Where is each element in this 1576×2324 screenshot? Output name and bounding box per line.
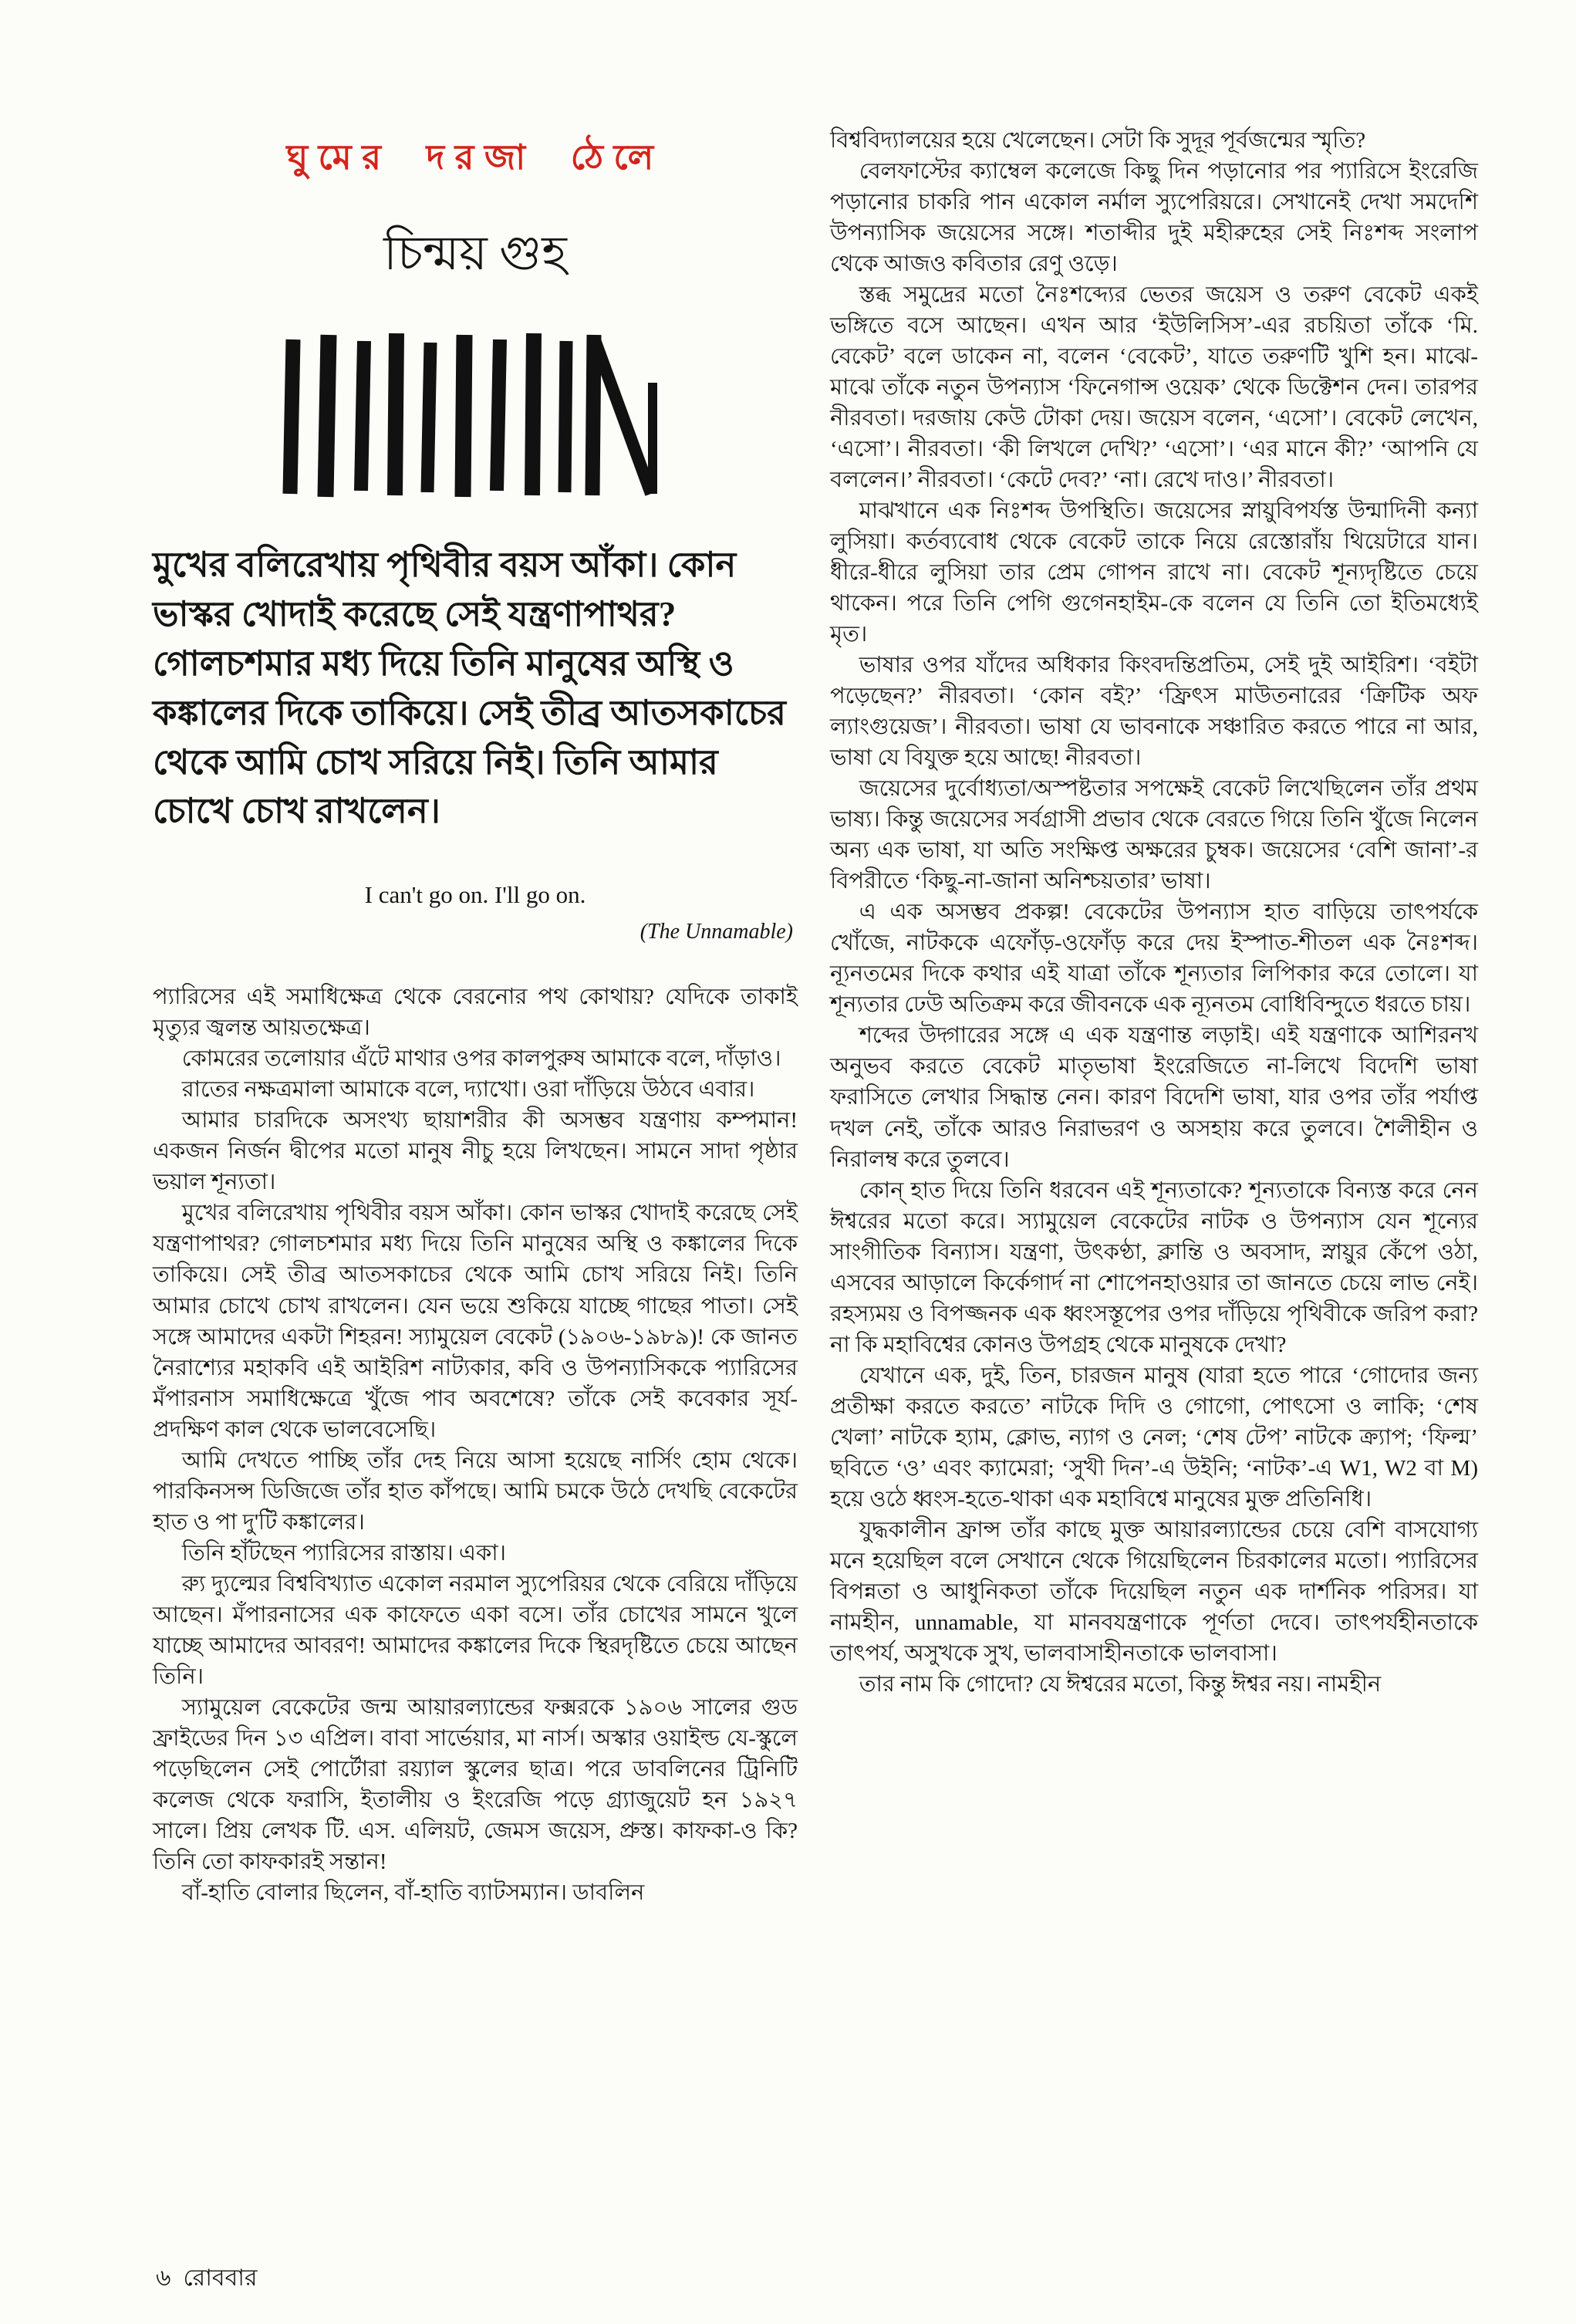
body-paragraph: মাঝখানে এক নিঃশব্দ উপস্থিতি। জয়েসের স্নায়ুবিপর্যস্ত উন্মাদিনী কন্যা লুসিয়া। কর্তব্যবোধ থেকে বেকেট তাকে নিয়ে রেস্তোরাঁয় থিয়েটারে যান। ধীরে-ধীরে লুসিয়া তার প্রেম গোপন রাখে না। বেকেট শূন্যদৃষ্টিতে চেয়ে থাকেন। পরে তিনি পেগি গুগেনহাইম-কে বলেন যে তিনি তো ইতিমধ্যেই মৃত।: [830, 498, 1478, 647]
body-paragraph: জয়েসের দুর্বোধ্যতা/অস্পষ্টতার সপক্ষেই বেকেট লিখেছিলেন তাঁর প্রথম ভাষ্য। কিন্তু জয়েসের সর্বগ্রাসী প্রভাব থেকে বেরতে গিয়ে তিনি খুঁজে নিলেন অন্য এক ভাষা, যা অতি সংক্ষিপ্ত অক্ষরের চুম্বক। জয়েসের ‘বেশি জানা’-র বিপরীতে ‘কিছু-না-জানা অনিশ্চয়তার’ ভাষা।: [830, 776, 1478, 894]
body-paragraph: আমার চারদিকে অসংখ্য ছায়াশরীর কী অসম্ভব যন্ত্রণায় কম্পমান! একজন নির্জন দ্বীপের মতো মানুষ নীচু হয়ে লিখছেন। সামনে সাদা পৃষ্ঠার ভয়াল শূন্যতা।: [153, 1108, 798, 1195]
body-paragraph: কোমরের তলোয়ার এঁটে মাথার ওপর কালপুরুষ আমাকে বলে, দাঁড়াও।: [181, 1046, 781, 1072]
footer: [156, 2259, 258, 2299]
body-paragraph: বাঁ-হাতি বোলার ছিলেন, বাঁ-হাতি ব্যাটসম্যান। ডাবলিন: [181, 1880, 645, 1905]
body-paragraph: তার নাম কি গোদো? যে ঈশ্বরের মতো, কিন্তু ঈশ্বর নয়। নামহীন: [859, 1671, 1382, 1697]
author-name: চিন্ময় গুহ: [383, 228, 567, 280]
body-paragraph: যেখানে এক, দুই, তিন, চারজন মানুষ (যারা হতে পারে ‘গোদোর জন্য প্রতীক্ষা করতে করতে’ নাটকে দিদি ও গোগো, পোৎসো ও লাকি; ‘শেষ খেলা’ নাটকে হ্যাম, ক্লোভ, ন্যাগ ও নেল; ‘শেষ টেপ’ নাটকে ক্র্যাপ; ‘ফিল্ম’ ছবিতে ‘ও’ এবং ক্যামেরা; ‘সুখী দিন’-এ উইনি; ‘নাটক’-এ W1, W2 বা M) হয়ে ওঠে ধ্বংস-হতে-থাকা এক মহাবিশ্বে মানুষের মুক্ত প্রতিনিধি।: [830, 1363, 1478, 1512]
ink-strokes-icon: [275, 329, 676, 505]
article-right-column: [830, 125, 1478, 1700]
body-paragraph: যুদ্ধকালীন ফ্রান্স তাঁর কাছে মুক্ত আয়ারল্যান্ডের চেয়ে বেশি বাসযোগ্য মনে হয়েছিল বলে সেখানে থেকে গিয়েছিলেন চিরকালের মতো। প্যারিসের বিপন্নতা ও আধুনিকতা তাঁকে দিয়েছিল নতুন এক দার্শনিক পরিসর। যা নামহীন, unnamable, যা মানবযন্ত্রণাকে পূর্ণতা দেবে। তাৎপর্যহীনতাকে তাৎপর্য, অসুখকে সুখ, ভালবাসাহীনতাকে ভালবাসা।: [830, 1517, 1478, 1666]
body-paragraph: ভাষার ওপর যাঁদের অধিকার কিংবদন্তিপ্রতিম, সেই দুই আইরিশ। ‘বইটা পড়েছেন?’ নীরবতা। ‘কোন বই?’ ‘ফ্রিৎস মাউতনারের ‘ক্রিটিক অফ ল্যাংগুয়েজ’। নীরবতা। ভাষা যে ভাবনাকে সঞ্চারিত করতে পারে না আর, ভাষা যে বিযুক্ত হয়ে আছে! নীরবতা।: [830, 653, 1478, 771]
body-paragraph: তিনি হাঁটছেন প্যারিসের রাস্তায়। একা।: [181, 1540, 507, 1566]
section-title: ঘুমের দরজা ঠেলে: [286, 138, 664, 177]
page-number: ৬: [156, 2265, 171, 2291]
magazine-title: রোববার: [183, 2265, 258, 2291]
body-paragraph: আমি দেখতে পাচ্ছি তাঁর দেহ নিয়ে আসা হয়েছে নার্সিং হোম থেকে। পারকিনসন্স ডিজিজে তাঁর হাত কাঁপছে। আমি চমকে উঠে দেখছি বেকেটের হাত ও পা দু'টি কঙ্কালের।: [153, 1447, 798, 1535]
body-paragraph: র‍্যু দ্যুল্মের বিশ্ববিখ্যাত একোল নরমাল স্যুপেরিয়র থেকে বেরিয়ে দাঁড়িয়ে আছেন। মঁপারনাসের এক কাফেতে একা বসে। তাঁর চোখের সামনে খুলে যাচ্ছে আমাদের আবরণ! আমাদের কঙ্কালের দিকে স্থিরদৃষ্টিতে চেয়ে আছেন তিনি।: [153, 1571, 798, 1689]
english-quote: I can't go on. I'll go on.: [364, 881, 586, 909]
left-column-body: [153, 981, 798, 1907]
body-paragraph: স্তব্ধ সমুদ্রের মতো নৈঃশব্দ্যের ভেতর জয়েস ও তরুণ বেকেট একই ভঙ্গিতে বসে আছেন। এখন আর ‘ইউলিসিস’-এর রচয়িতা তাঁকে ‘মি. বেকেট’ বলে ডাকেন না, বলেন ‘বেকেট’, যাতে তরুণটি খুশি হন। মাঝে-মাঝে তাঁকে নতুন উপন্যাস ‘ফিনেগান্স ওয়েক’ থেকে ডিক্টেশন দেন। তারপর নীরবতা। দরজায় কেউ টোকা দেয়। জয়েস বলেন, ‘এসো’। বেকেট লেখেন, ‘এসো’। নীরবতা। ‘কী লিখলে দেখি?’ ‘এসো’। ‘এর মানে কী?’ ‘আপনি যে বললেন।’ নীরবতা। ‘কেটে দেব?’ ‘না। রেখে দাও।’ নীরবতা।: [830, 282, 1478, 493]
body-paragraph: মুখের বলিরেখায় পৃথিবীর বয়স আঁকা। কোন ভাস্কর খোদাই করেছে সেই যন্ত্রণাপাথর? গোলচশমার মধ্য দিয়ে তিনি মানুষের অস্থি ও কঙ্কালের দিকে তাকিয়ে। সেই তীব্র আতসকাচের থেকে আমি চোখ সরিয়ে নিই। তিনি আমার চোখে চোখ রাখলেন। যেন ভয়ে শুকিয়ে যাচ্ছে গাছের পাতা। সেই সঙ্গে আমাদের একটা শিহরন! স্যামুয়েল বেকেট (১৯০৬-১৯৮৯)! কে জানত নৈরাশ্যের মহাকবি এই আইরিশ নাট্যকার, কবি ও উপন্যাসিককে প্যারিসের মঁপারনাস সমাধিক্ষেত্রে খুঁজে পাব অবশেষে? তাঁকে সেই কবেকার সূর্য-প্রদক্ষিণ কাল থেকে ভালবেসেছি।: [153, 1201, 798, 1442]
lead-paragraph: মুখের বলিরেখায় পৃথিবীর বয়স আঁকা। কোন ভাস্কর খোদাই করেছে সেই যন্ত্রণাপাথর? গোলচশমার মধ্য দিয়ে তিনি মানুষের অস্থি ও কঙ্কালের দিকে তাকিয়ে। সেই তীব্র আতসকাচের থেকে আমি চোখ সরিয়ে নিই। তিনি আমার চোখে চোখ রাখলেন।: [153, 546, 786, 831]
quote-attribution: (The Unnamable): [640, 920, 793, 944]
body-paragraph: প্যারিসের এই সমাধিক্ষেত্র থেকে বেরনোর পথ কোথায়? যেদিকে তাকাই মৃত্যুর জ্বলন্ত আয়তক্ষেত্র।: [153, 985, 798, 1041]
body-paragraph: কোন্ হাত দিয়ে তিনি ধরবেন এই শূন্যতাকে? শূন্যতাকে বিন্যস্ত করে নেন ঈশ্বরের মতো করে। স্যামুয়েল বেকেটের নাটক ও উপন্যাস যেন শূন্যের সাংগীতিক বিন্যাস। যন্ত্রণা, উৎকণ্ঠা, ক্লান্তি ও অবসাদ, স্নায়ুর কেঁপে ওঠা, এসবের আড়ালে কির্কেগার্দ না শোপেনহাওয়ার তা জানতে চেয়ে লাভ নেই। রহস্যময় ও বিপজ্জনক এক ধ্বংসস্তূপের ওপর দাঁড়িয়ে পৃথিবীকে জরিপ করা? না কি মহাবিশ্বের কোনও উপগ্রহ থেকে মানুষকে দেখা?: [830, 1177, 1478, 1357]
body-paragraph: শব্দের উদ্গারের সঙ্গে এ এক যন্ত্রণান্ত লড়াই। এই যন্ত্রণাকে আশিরনখ অনুভব করতে বেকেট মাতৃভাষা ইংরেজিতে না-লিখে বিদেশি ভাষা ফরাসিতে লেখার সিদ্ধান্ত নেন। কারণ বিদেশি ভাষা, যার ওপর তাঁর পর্যাপ্ত দখল নেই, তাঁকে আরও নিরাভরণ ও অসহায় করে তুলবে। শৈলীহীন ও নিরালম্ব করে তুলবে।: [830, 1023, 1478, 1172]
body-paragraph: স্যামুয়েল বেকেটের জন্ম আয়ারল্যান্ডের ফক্সরকে ১৯০৬ সালের গুড ফ্রাইডের দিন ১৩ এপ্রিল। বাবা সার্ভেয়ার, মা নার্স। অস্কার ওয়াইল্ড যে-স্কুলে পড়েছিলেন সেই পোর্টোরা রয়্যাল স্কুলের ছাত্র। পরে ডাবলিনের ট্রিনিটি কলেজ থেকে ফরাসি, ইতালীয় ও ইংরেজি পড়ে গ্র্যাজুয়েট হন ১৯২৭ সালে। প্রিয় লেখক টি. এস. এলিয়ট, জেমস জয়েস, প্রুস্ত। কাফকা-ও কি? তিনি তো কাফকারই সন্তান!: [153, 1694, 798, 1874]
body-paragraph: বেলফাস্টের ক্যাম্বেল কলেজে কিছু দিন পড়ানোর পর প্যারিসে ইংরেজি পড়ানোর চাকরি পান একোল নর্মাল স্যুপেরিয়রে। সেখানেই দেখা সমদেশি উপন্যাসিক জয়েসের সঙ্গে। শতাব্দীর দুই মহীরুহের সেই নিঃশব্দ সংলাপ থেকে আজও কবিতার রেণু ওড়ে।: [830, 159, 1478, 277]
ink-strokes-illustration: [153, 329, 798, 508]
body-paragraph: বিশ্ববিদ্যালয়ের হয়ে খেলেছেন। সেটা কি সুদূর পূর্বজন্মের স্মৃতি?: [830, 128, 1366, 153]
body-paragraph: রাতের নক্ষত্রমালা আমাকে বলে, দ্যাখো। ওরা দাঁড়িয়ে উঠবে এবার।: [181, 1077, 755, 1103]
article-left-column: [153, 131, 798, 1908]
body-paragraph: এ এক অসম্ভব প্রকল্প! বেকেটের উপন্যাস হাত বাড়িয়ে তাৎপর্যকে খোঁজে, নাটককে এফোঁড়-ওফোঁড় করে দেয় ইস্পাত-শীতল এক নৈঃশব্দ। ন্যূনতমের দিকে কথার এই যাত্রা তাঁকে শূন্যতার লিপিকার করে তোলে। যা শূন্যতার ঢেউ অতিক্রম করে জীবনকে এক ন্যূনতম বোধিবিন্দুতে ধরতে চায়।: [830, 900, 1478, 1018]
